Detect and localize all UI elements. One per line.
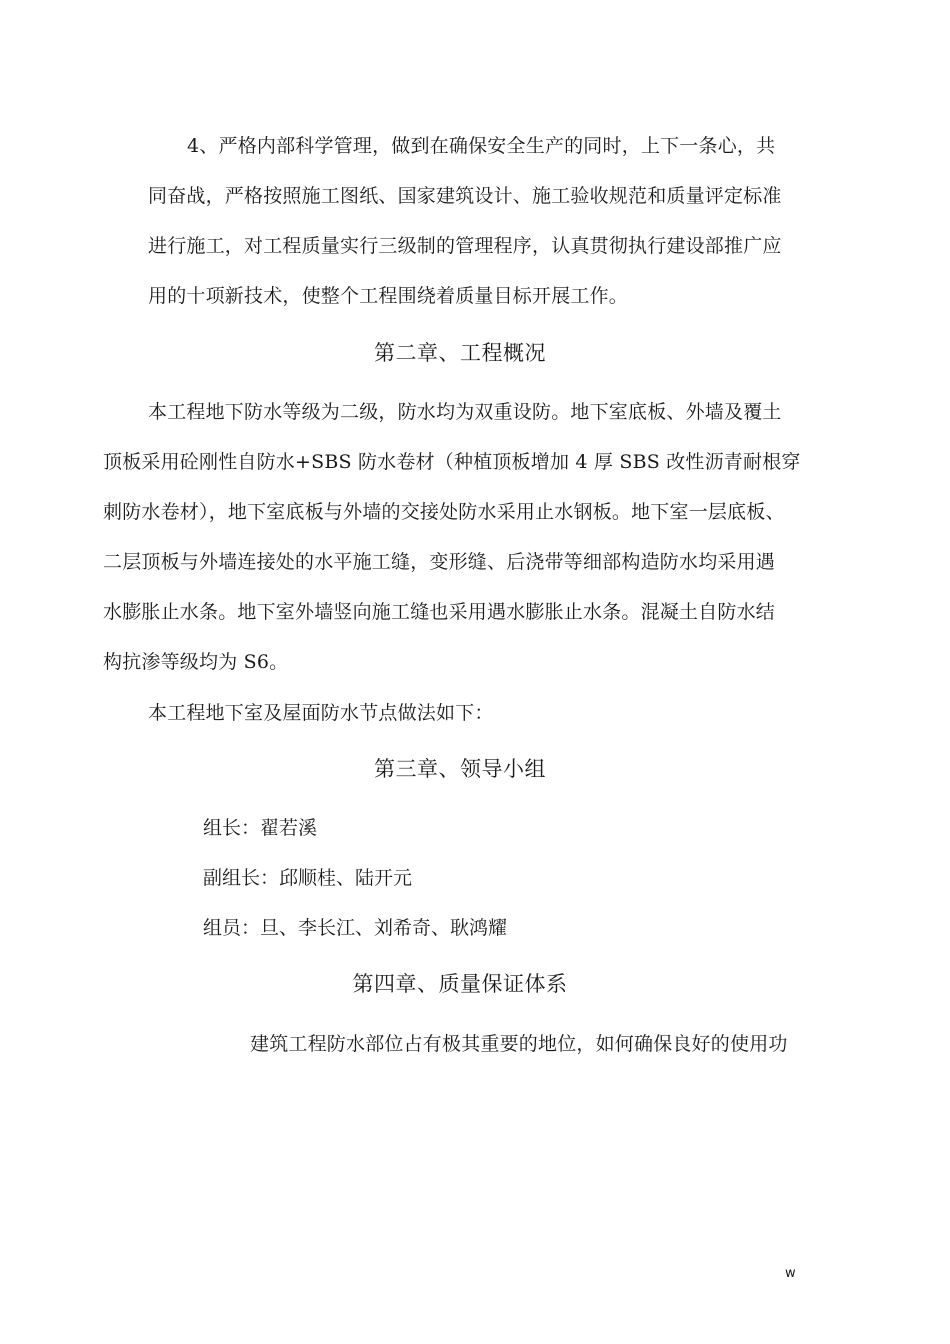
chapter-2-note: 本工程地下室及屋面防水节点做法如下： bbox=[148, 702, 494, 724]
chapter-2-line-3: 刺防水卷材），地下室底板与外墙的交接处防水采用止水钢板。地下室一层底板、 bbox=[103, 501, 785, 523]
group-members: 组员：旦、李长江、刘希奇、耿鸿耀 bbox=[203, 917, 508, 939]
chapter-2-title: 第二章、工程概况 bbox=[374, 341, 546, 365]
chapter-2-line-1: 本工程地下防水等级为二级，防水均为双重设防。地下室底板、外墙及覆土 bbox=[148, 401, 782, 423]
chapter-3-title: 第三章、领导小组 bbox=[374, 757, 546, 781]
intro-line-4: 用的十项新技术，使整个工程围绕着质量目标开展工作。 bbox=[148, 285, 629, 307]
chapter-4-title: 第四章、质量保证体系 bbox=[352, 972, 568, 996]
footer-mark: w bbox=[785, 1266, 796, 1281]
chapter-2-line-6: 构抗渗等级均为 S6。 bbox=[103, 651, 289, 673]
chapter-2-line-4: 二层顶板与外墙连接处的水平施工缝，变形缝、后浇带等细部构造防水均采用遇 bbox=[103, 551, 776, 573]
chapter-4-line-1: 建筑工程防水部位占有极其重要的地位，如何确保良好的使用功 bbox=[250, 1033, 788, 1055]
group-leader: 组长：翟若溪 bbox=[203, 817, 318, 839]
intro-line-3: 进行施工，对工程质量实行三级制的管理程序，认真贯彻执行建设部推广应 bbox=[148, 235, 782, 257]
chapter-2-line-5: 水膨胀止水条。地下室外墙竖向施工缝也采用遇水膨胀止水条。混凝土自防水结 bbox=[103, 601, 776, 623]
chapter-2-line-2: 顶板采用砼刚性自防水+SBS 防水卷材（种植顶板增加 4 厚 SBS 改性沥青耐根穿 bbox=[103, 451, 801, 473]
intro-line-2: 同奋战，严格按照施工图纸、国家建筑设计、施工验收规范和质量评定标准 bbox=[148, 185, 782, 207]
intro-line-1: 4、严格内部科学管理，做到在确保安全生产的同时，上下一条心，共 bbox=[187, 135, 776, 157]
group-deputy-leaders: 副组长：邱顺桂、陆开元 bbox=[203, 867, 413, 889]
